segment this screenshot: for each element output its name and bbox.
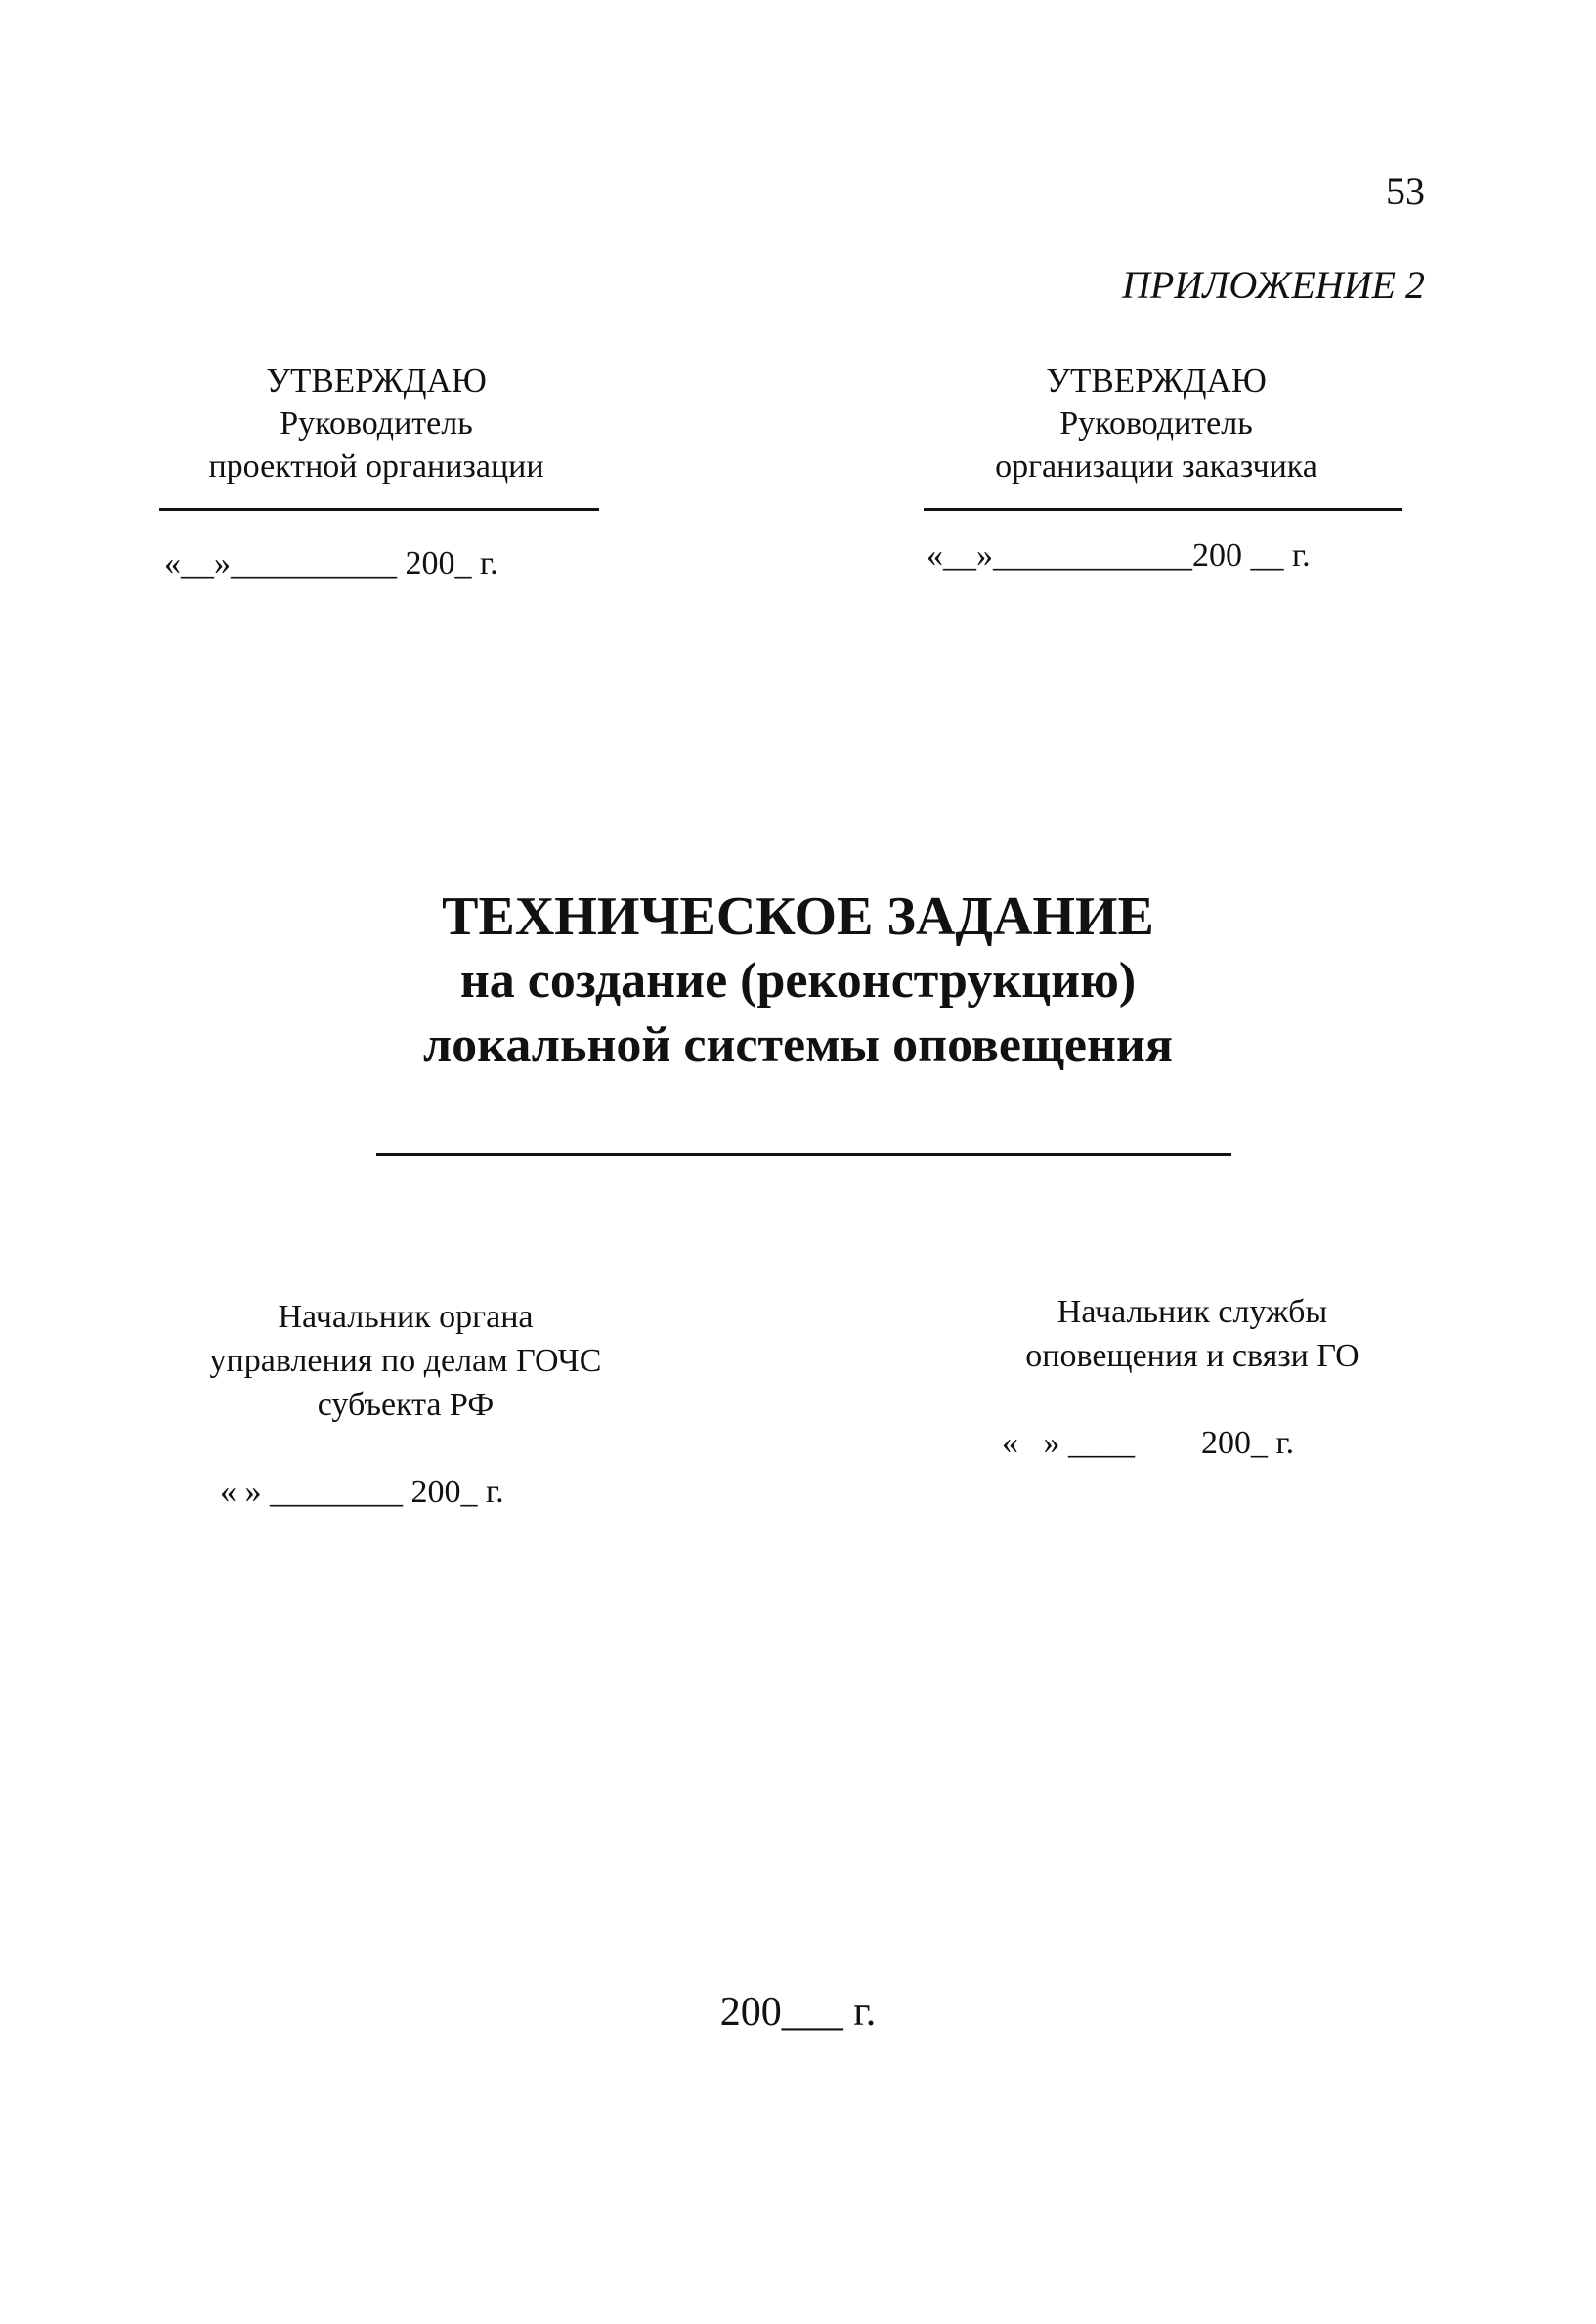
- approver-role: Руководитель: [280, 406, 473, 442]
- approver-organization: проектной организации: [208, 449, 544, 485]
- title-subtitle-line-2: локальной системы оповещения: [422, 1017, 1174, 1073]
- appendix-label: ПРИЛОЖЕНИЕ 2: [1122, 263, 1425, 307]
- chief-title-line: Начальник органа: [278, 1299, 534, 1335]
- page-number: 53: [1386, 169, 1425, 213]
- title-subtitle-line-1: на создание (реконструкцию): [459, 953, 1137, 1009]
- agreement-block-left: [166, 1295, 645, 1427]
- signature-line-left: [159, 508, 599, 511]
- signature-line-right: [924, 508, 1402, 511]
- chief-title-line: оповещения и связи ГО: [1025, 1338, 1359, 1374]
- approver-organization: организации заказчика: [995, 449, 1317, 485]
- agreement-date-right: « » ____ 200_ г.: [1002, 1425, 1295, 1461]
- title-underline: [376, 1153, 1231, 1156]
- title-main: ТЕХНИЧЕСКОЕ ЗАДАНИЕ: [442, 886, 1154, 947]
- document-title: [0, 884, 1596, 1078]
- approval-date-right: «__»____________200 __ г.: [927, 538, 1311, 574]
- chief-title-line: субъекта РФ: [317, 1387, 495, 1423]
- approver-role: Руководитель: [1059, 406, 1253, 442]
- footer-year: 200___ г.: [719, 1990, 877, 2035]
- approval-date-left: «__»__________ 200_ г.: [164, 545, 498, 581]
- approve-heading: УТВЕРЖДАЮ: [1046, 362, 1267, 400]
- approval-block-left: [147, 360, 606, 489]
- approval-block-right: [927, 360, 1386, 489]
- agreement-block-right: [987, 1290, 1398, 1378]
- approve-heading: УТВЕРЖДАЮ: [266, 362, 487, 400]
- chief-title-line: Начальник службы: [1057, 1294, 1328, 1330]
- agreement-date-left: « » ________ 200_ г.: [220, 1474, 504, 1510]
- chief-title-line: управления по делам ГОЧС: [209, 1343, 602, 1379]
